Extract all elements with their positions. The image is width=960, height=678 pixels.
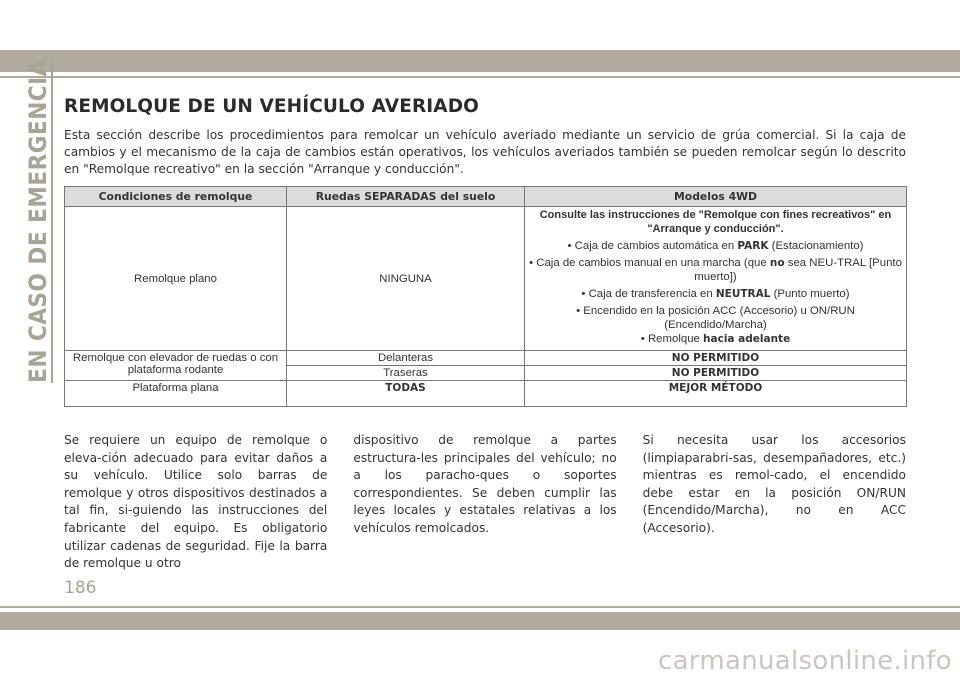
table-header: Condiciones de remolque	[65, 187, 287, 207]
table-cell: Remolque plano	[65, 207, 287, 351]
section-side-label-text: EN CASO DE EMERGENCIA	[24, 59, 52, 383]
top-decorative-band	[0, 50, 960, 72]
table-cell: MEJOR MÉTODO	[525, 381, 907, 407]
bottom-divider	[0, 606, 960, 608]
main-content	[64, 96, 906, 407]
table-header-row	[65, 187, 907, 207]
table-cell: Delanteras	[287, 351, 525, 366]
table-cell: Remolque con elevador de ruedas o con plataforma rodante	[65, 351, 287, 381]
table-cell: NINGUNA	[287, 207, 525, 351]
table-cell: TODAS	[287, 381, 525, 407]
intro-paragraph: Esta sección describe los procedimientos para remolcar un vehículo averiado mediante un servicio de grúa comercial. Si la caja de cambios y el mecanismo de la caja de cambios están operativos, los vehículos averiados también se pueden remolcar según lo descrito en "Remolque recreativo" en la sección "Arranque y conducción".	[64, 128, 906, 176]
table-cell: Traseras	[287, 366, 525, 381]
instruction-bullet: • Caja de transferencia en NEUTRAL (Punto muerto)	[581, 288, 850, 300]
page-title: REMOLQUE DE UN VEHÍCULO AVERIADO	[64, 96, 479, 117]
instruction-bullet: • Caja de cambios automática en PARK (Estacionamiento)	[567, 240, 864, 252]
instruction-bullet: • Caja de cambios manual en una marcha (que no sea NEU-TRAL [Punto muerto])	[529, 257, 902, 283]
table-header: Ruedas SEPARADAS del suelo	[287, 187, 525, 207]
table-row-flatbed	[65, 381, 907, 407]
section-side-label	[18, 59, 58, 383]
instruction-bullet: • Encendido en la posición ACC (Accesorio) u ON/RUN (Encendido/Marcha)	[576, 305, 855, 331]
bottom-decorative-band	[0, 612, 960, 630]
table-cell: NO PERMITIDO	[525, 366, 907, 381]
body-column-3: Si necesita usar los accesorios (limpiaparabri-sas, desempañadores, etc.) mientras es remol-cado, el encendido debe estar en la posición ON/RUN (Encendido/Marcha), no en ACC (Accesorio).	[642, 433, 906, 535]
table-cell: Plataforma plana	[65, 381, 287, 407]
towing-table	[64, 186, 907, 407]
body-column-2: dispositivo de remolque a partes estructura-les principales del vehículo; no a los paracho-ques o soportes correspondientes. Se deben cumplir las leyes locales y estatales relativas a los vehículos remolcados.	[353, 433, 617, 535]
table-cell-instructions	[525, 207, 907, 351]
table-cell: NO PERMITIDO	[525, 351, 907, 366]
body-columns	[64, 432, 906, 573]
table-header: Modelos 4WD	[525, 187, 907, 207]
page-number: 186	[64, 578, 97, 598]
body-column-1: Se requiere un equipo de remolque o eleva-ción adecuado para evitar daños a su vehículo. Utilice solo barras de remolque y otros dispositivos destinados a tal fin, si-guiendo las instrucciones del fabricante del equipo. Es obligatorio utilizar cadenas de seguridad. Fije la barra de remolque u otro	[64, 433, 328, 571]
watermark: carmanualsonline.info	[657, 646, 952, 676]
table-row-flat-towing	[65, 207, 907, 351]
top-divider	[0, 76, 960, 78]
instruction-bullet: • Remolque hacia adelante	[640, 333, 791, 345]
instructions-note: Consulte las instrucciones de "Remolque con fines recreativos" en "Arranque y conducción".	[539, 209, 892, 235]
table-row-wheel-lift-front	[65, 351, 907, 366]
